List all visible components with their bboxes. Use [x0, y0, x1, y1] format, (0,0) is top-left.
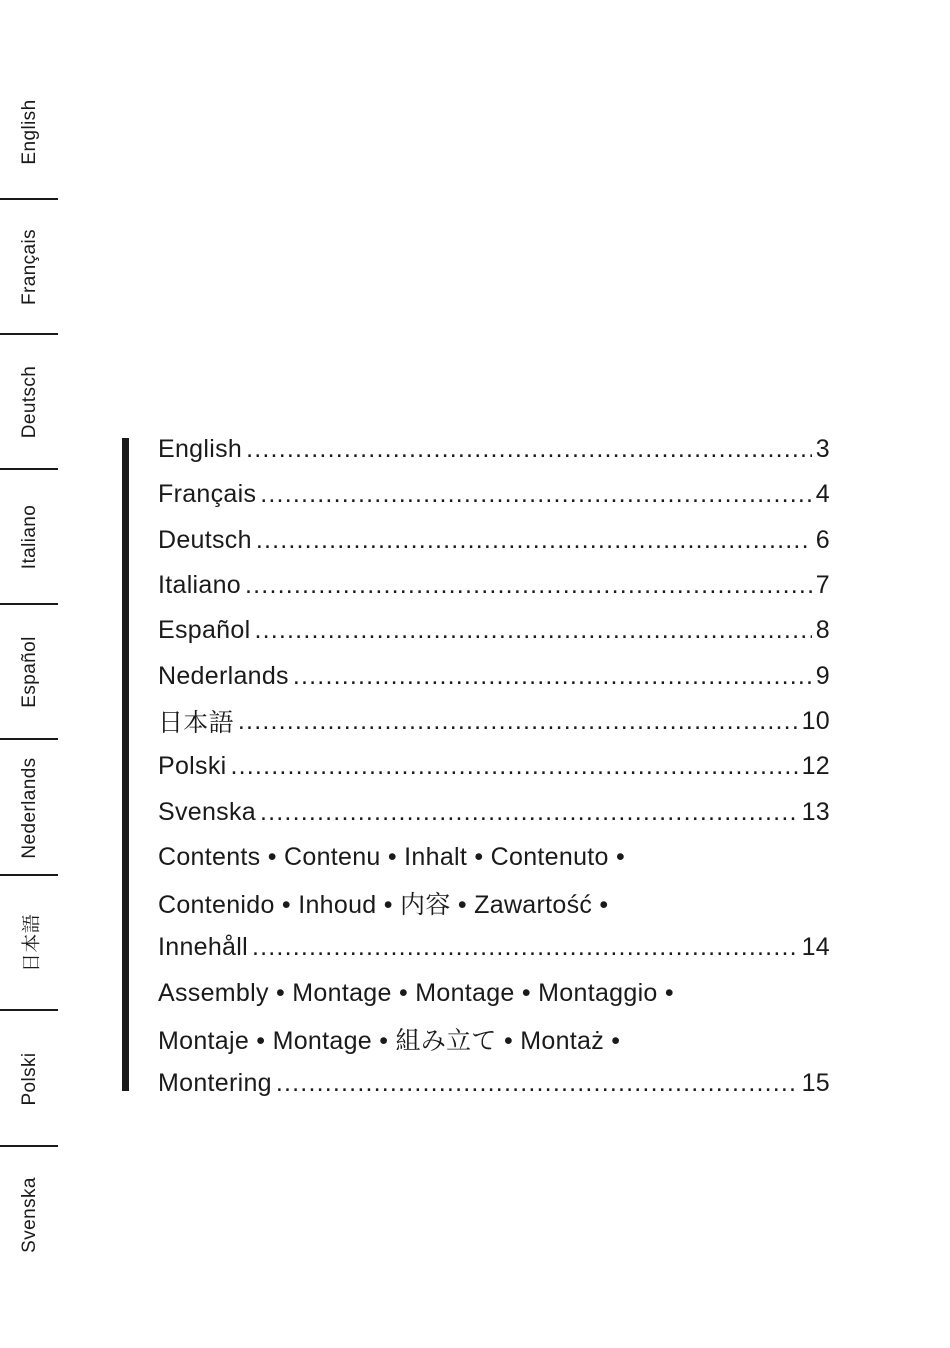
toc-entry-page: 8	[815, 616, 830, 645]
toc-entry-label: Nederlands	[158, 661, 289, 690]
toc-entry-page: 12	[801, 752, 830, 781]
toc-entry-svenska[interactable]	[158, 789, 830, 834]
tab-label: Español	[19, 636, 40, 708]
dot-leader	[252, 933, 798, 962]
toc-entry-page: 14	[801, 933, 830, 962]
toc-entry-page: 3	[815, 435, 830, 464]
tab-svenska[interactable]	[0, 1148, 60, 1283]
dot-leader	[245, 571, 812, 600]
toc-entry-page: 7	[815, 571, 830, 600]
toc-assembly-line-1	[158, 971, 830, 1016]
toc-entry-label: English	[158, 435, 243, 464]
toc-contents-text: Contenido • Inhoud • 内容 • Zawartość •	[158, 890, 609, 919]
tab-label: English	[19, 99, 40, 165]
tab-label: Deutsch	[19, 365, 40, 439]
toc-contents-text: Contents • Contenu • Inhalt • Contenuto •	[158, 842, 626, 871]
toc-entry-espanol[interactable]	[158, 608, 830, 653]
tab-espanol[interactable]	[0, 605, 60, 740]
tab-nederlands[interactable]	[0, 741, 60, 876]
tab-divider	[0, 1009, 58, 1011]
toc-entry-label: Italiano	[158, 571, 242, 600]
toc-entry-label: Deutsch	[158, 525, 252, 554]
toc-entry-page: 6	[815, 525, 830, 554]
dot-leader	[260, 480, 812, 509]
dot-leader	[246, 435, 812, 464]
dot-leader	[231, 752, 798, 781]
tab-deutsch[interactable]	[0, 335, 60, 470]
toc-entry-english[interactable]	[158, 427, 830, 472]
toc-entry-page: 10	[801, 706, 830, 735]
dot-leader	[260, 798, 798, 827]
toc-entry-italiano[interactable]	[158, 563, 830, 608]
toc-entry-page: 4	[815, 480, 830, 509]
tab-polski[interactable]	[0, 1012, 60, 1147]
toc-entry-label: Polski	[158, 752, 227, 781]
dot-leader	[254, 616, 811, 645]
toc-entry-label: Español	[158, 616, 251, 645]
toc-entry-label: Innehåll	[158, 933, 248, 962]
toc-entry-deutsch[interactable]	[158, 518, 830, 563]
toc-entry-nederlands[interactable]	[158, 653, 830, 698]
toc-entry-japanese[interactable]	[158, 699, 830, 744]
toc-contents-line-1	[158, 835, 830, 880]
tab-francais[interactable]	[0, 200, 60, 335]
tab-japanese[interactable]	[0, 876, 60, 1011]
tab-label: Nederlands	[19, 757, 40, 859]
toc-assembly-line-2	[158, 1016, 830, 1061]
toc-entry-francais[interactable]	[158, 472, 830, 517]
tab-divider	[0, 738, 58, 740]
toc-entry-label: Montering	[158, 1069, 272, 1098]
toc-accent-bar	[122, 438, 129, 1091]
toc-assembly-text: Montaje • Montage • 組み立て • Montaż •	[158, 1026, 621, 1055]
language-tab-strip	[0, 65, 60, 1285]
toc-entry-polski[interactable]	[158, 744, 830, 789]
toc-entry-contents[interactable]	[158, 925, 830, 970]
toc-contents-line-2	[158, 880, 830, 925]
toc-entry-label: Français	[158, 480, 257, 509]
toc-entry-label: 日本語	[158, 709, 234, 738]
dot-leader	[276, 1069, 798, 1098]
tab-label: Italiano	[19, 504, 40, 570]
tab-italiano[interactable]	[0, 470, 60, 605]
tab-label: Svenska	[19, 1177, 40, 1253]
dot-leader	[256, 526, 812, 555]
tab-label: Polski	[19, 1052, 40, 1106]
tab-label: Français	[19, 228, 40, 306]
tab-label: 日本語	[21, 913, 43, 973]
toc-entry-page: 9	[815, 661, 830, 690]
table-of-contents	[158, 427, 830, 1106]
tab-divider	[0, 1145, 58, 1147]
dot-leader	[238, 707, 798, 736]
toc-entry-page: 13	[801, 797, 830, 826]
toc-assembly-text: Assembly • Montage • Montage • Montaggio •	[158, 978, 674, 1007]
toc-entry-assembly[interactable]	[158, 1061, 830, 1106]
tab-english[interactable]	[0, 65, 60, 200]
toc-entry-page: 15	[801, 1069, 830, 1098]
toc-entry-label: Svenska	[158, 797, 256, 826]
dot-leader	[293, 662, 812, 691]
